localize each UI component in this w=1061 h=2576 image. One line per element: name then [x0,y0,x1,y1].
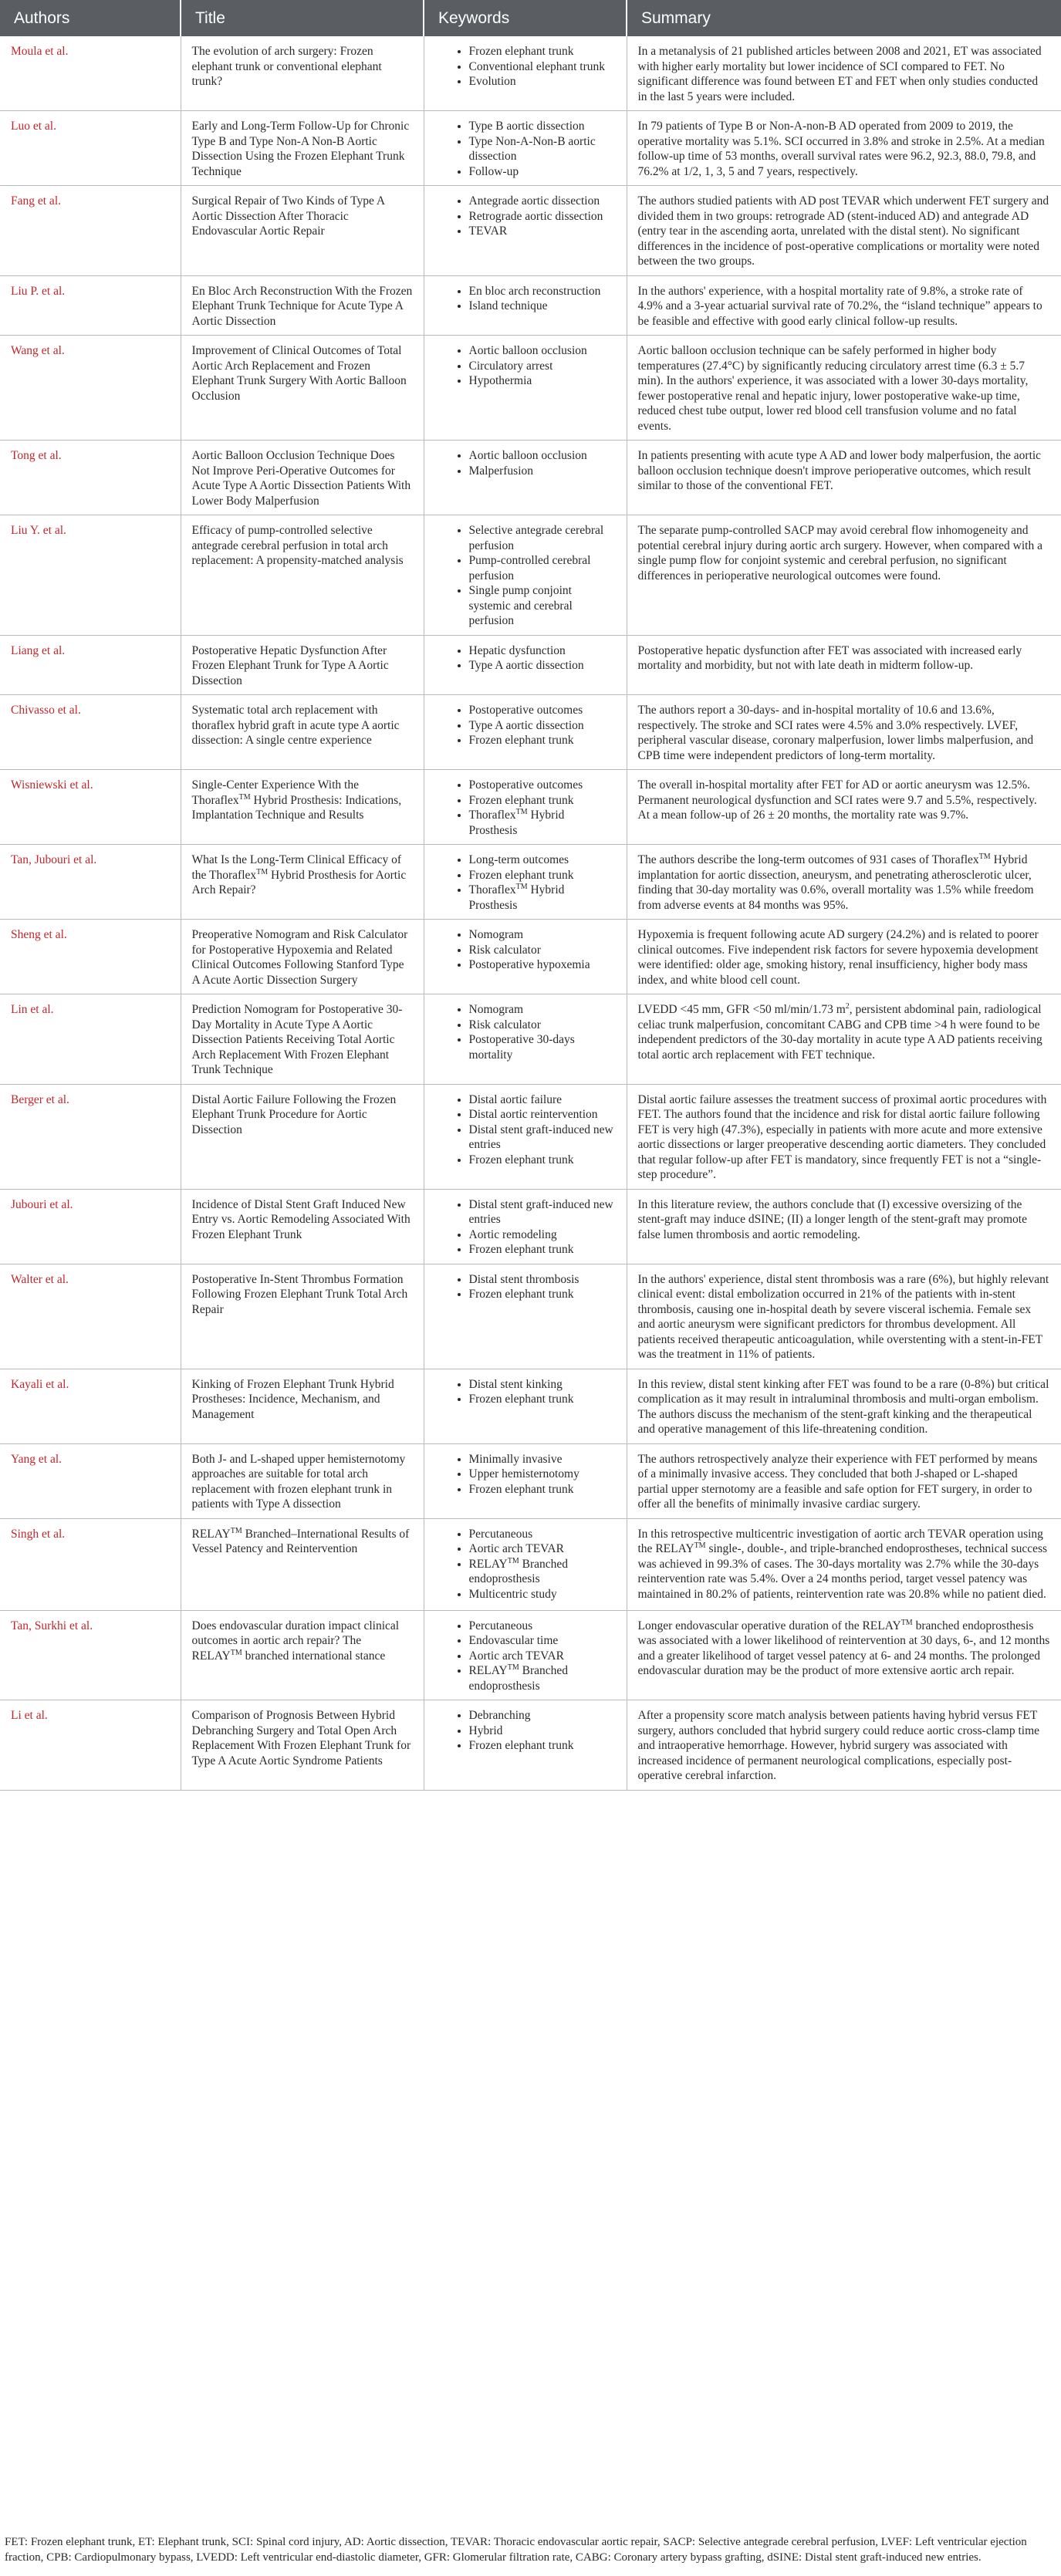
keywords-cell [424,1518,627,1610]
keywords-cell [424,1084,627,1189]
keyword-list [435,343,616,389]
table-row [0,1369,1061,1443]
keyword-item: • Selective antegrade cerebral perfusion [469,523,616,553]
keyword-item: • Frozen elephant trunk [469,868,616,883]
keyword-item: • Postoperative outcomes [469,703,616,718]
table-row [0,515,1061,636]
keyword-list [435,194,616,239]
keyword-item: • Retrograde aortic dissection [469,209,616,225]
author-cell[interactable]: Yang et al. [0,1443,181,1518]
title-cell: Preoperative Nomogram and Risk Calculator for Postoperative Hypoxemia and Related Clinical Outcomes Following Stanford Type A Acute Aortic Dissection Surgery [181,920,424,994]
keywords-cell [424,111,627,186]
summary-cell: In 79 patients of Type B or Non-A-non-B AD operated from 2009 to 2019, the operative mortality was 5.1%. SCI occurred in 3.8% and stroke in 2.5%. At a median follow-up time of 53 months, overall survival rates were 96.2, 92.3, 88.0, 79.8, and 76.2% at 1/2, 1, 3, 5 and 7 years, respectively. [627,111,1061,186]
title-cell: Systematic total arch replacement with thoraflex hybrid graft in acute type A aortic dissection: A single centre experience [181,695,424,770]
keyword-item: • En bloc arch reconstruction [469,284,616,299]
table-header [0,0,1061,36]
keyword-item: • Multicentric study [469,1587,616,1602]
table-body [0,36,1061,1790]
title-cell: Surgical Repair of Two Kinds of Type A Aortic Dissection After Thoracic Endovascular Aortic Repair [181,186,424,276]
summary-cell: The authors retrospectively analyze their experience with FET performed by means of a minimally invasive access. They concluded that both J-shaped or L-shaped partial upper sternotomy are a feasible and safe option for FET surgery, in order to offer all the benefits of minimally invasive cardiac surgery. [627,1443,1061,1518]
author-cell[interactable]: Tan, Jubouri et al. [0,845,181,920]
table-row [0,36,1061,111]
keywords-cell [424,36,627,111]
title-cell: Incidence of Distal Stent Graft Induced New Entry vs. Aortic Remodeling Associated With Frozen Elephant Trunk [181,1189,424,1264]
author-cell[interactable]: Walter et al. [0,1264,181,1369]
author-cell[interactable]: Liu Y. et al. [0,515,181,636]
keyword-list [435,119,616,179]
keyword-item: • Island technique [469,299,616,314]
summary-cell: The authors studied patients with AD post TEVAR which underwent FET surgery and divided them in two groups: retrograde AD (stent-induced AD) and antegrade AD (entry tear in the ascending aorta, unrelated with the distal stent). No significant differences in the incidence of post-operative complications or mortality were noted between the two groups. [627,186,1061,276]
author-cell[interactable]: Berger et al. [0,1084,181,1189]
keyword-list [435,284,616,314]
keyword-item: • Aortic balloon occlusion [469,448,616,464]
keywords-cell [424,275,627,336]
author-cell[interactable]: Wang et al. [0,336,181,441]
keyword-list [435,523,616,629]
author-cell[interactable]: Lin et al. [0,994,181,1085]
keyword-list [435,1452,616,1497]
keyword-item: • Frozen elephant trunk [469,793,616,809]
keywords-cell [424,336,627,441]
keyword-item: • Debranching [469,1708,616,1724]
keyword-item: • Distal aortic reintervention [469,1107,616,1123]
author-cell[interactable]: Liang et al. [0,635,181,695]
table-row [0,845,1061,920]
author-cell[interactable]: Liu P. et al. [0,275,181,336]
keyword-item: • Thoraflex™ Hybrid Prosthesis [469,808,616,838]
author-cell[interactable]: Li et al. [0,1700,181,1791]
keyword-item: • Frozen elephant trunk [469,1153,616,1168]
author-cell[interactable]: Moula et al. [0,36,181,111]
title-cell: Postoperative In-Stent Thrombus Formation Following Frozen Elephant Trunk Total Arch Repair [181,1264,424,1369]
author-cell[interactable]: Kayali et al. [0,1369,181,1443]
keyword-item: • Aortic arch TEVAR [469,1541,616,1557]
keywords-cell [424,920,627,994]
keywords-cell [424,635,627,695]
keyword-item: • Risk calculator [469,943,616,958]
keywords-cell [424,994,627,1085]
keywords-cell [424,186,627,276]
keyword-item: • Postoperative 30-days mortality [469,1032,616,1062]
title-cell: En Bloc Arch Reconstruction With the Frozen Elephant Trunk Technique for Acute Type A Aortic Dissection [181,275,424,336]
keywords-cell [424,695,627,770]
keyword-list [435,778,616,838]
summary-cell: In this literature review, the authors conclude that (I) excessive oversizing of the stent-graft may induce dSINE; (II) a longer length of the stent-graft may promote false lumen thrombosis and aortic remodeling. [627,1189,1061,1264]
summary-cell: Distal aortic failure assesses the treatment success of proximal aortic procedures with FET. The authors found that the incidence and risk for distal aortic failure following FET is very high (47.3%), especially in patients with more acute and more extensive aortic dissections or larger preoperative descending aortic diameters. They concluded that regular follow-up after FET is mandatory, since frequently FET is not a “single-step procedure”. [627,1084,1061,1189]
keyword-item: • Long-term outcomes [469,852,616,868]
title-cell: Early and Long-Term Follow-Up for Chronic Type B and Type Non-A Non-B Aortic Dissection Using the Frozen Elephant Trunk Technique [181,111,424,186]
summary-cell: In the authors' experience, with a hospital mortality rate of 9.8%, a stroke rate of 4.9% and a 3-year actuarial survival rate of 70.2%, the “island technique” appears to be feasible and effective with good early clinical follow-up results. [627,275,1061,336]
keyword-item: • Frozen elephant trunk [469,1482,616,1497]
keyword-item: • Percutaneous [469,1619,616,1634]
keyword-item: • Upper hemisternotomy [469,1467,616,1482]
summary-cell: The overall in-hospital mortality after FET for AD or aortic aneurysm was 12.5%. Permanent neurological dysfunction and SCI rates were 9.7 and 5.5%, respectively. At a mean follow-up of 26 ± 20 months, the mortality rate was 9.7%. [627,770,1061,845]
header-authors: Authors [0,0,181,36]
table-row [0,1443,1061,1518]
keyword-item: • Malperfusion [469,464,616,479]
author-cell[interactable]: Jubouri et al. [0,1189,181,1264]
title-cell: What Is the Long-Term Clinical Efficacy of the Thoraflex™ Hybrid Prosthesis for Aortic Arch Repair? [181,845,424,920]
keyword-item: • Distal aortic failure [469,1092,616,1108]
title-cell: Distal Aortic Failure Following the Frozen Elephant Trunk Procedure for Aortic Dissection [181,1084,424,1189]
author-cell[interactable]: Tan, Surkhi et al. [0,1610,181,1700]
table-row [0,441,1061,515]
author-cell[interactable]: Singh et al. [0,1518,181,1610]
keyword-item: • Follow-up [469,164,616,180]
summary-cell: LVEDD <45 mm, GFR <50 ml/min/1.73 $m^2$, persistent abdominal pain, radiological celiac trunk malperfusion, concomitant CABG and CPB time >4 h were found to be independent predictors of the 30-day mortality in acute type A AD patients receiving total aortic arch replacement with FET technique. [627,994,1061,1085]
keyword-item: • Frozen elephant trunk [469,1242,616,1258]
keyword-item: • Conventional elephant trunk [469,59,616,75]
keyword-item: • Nomogram [469,927,616,943]
table-row [0,695,1061,770]
author-cell[interactable]: Sheng et al. [0,920,181,994]
keyword-item: • Distal stent graft-induced new entries [469,1123,616,1153]
table-row [0,1084,1061,1189]
table-row [0,635,1061,695]
summary-cell: The separate pump-controlled SACP may avoid cerebral flow inhomogeneity and potential cerebral injury during aortic arch surgery. However, when compared with a single pump flow for conjoint systemic and cerebral perfusion, no significant differences in perioperative neurological outcomes were found. [627,515,1061,636]
keyword-item: • Risk calculator [469,1018,616,1033]
summary-cell: The authors describe the long-term outcomes of 931 cases of Thoraflex™ Hybrid implantation for aortic dissection, aneurysm, and penetrating atherosclerotic ulcer, finding that 30-day mortality was 0.6%, overall mortality was 1.5% while freedom from adverse events at 84 months was 95%. [627,845,1061,920]
keyword-item: • Type Non-A-Non-B aortic dissection [469,134,616,164]
keyword-item: • TEVAR [469,224,616,239]
keyword-item: • Type A aortic dissection [469,718,616,734]
keywords-cell [424,1369,627,1443]
summary-cell: In a metanalysis of 21 published articles between 2008 and 2021, ET was associated with higher early mortality but lower incidence of SCI compared to FET. No significant difference was found between ET and FET when only studies conducted in the last 5 years were included. [627,36,1061,111]
keyword-item: • Aortic balloon occlusion [469,343,616,359]
title-cell: RELAY™ Branched–International Results of Vessel Patency and Reintervention [181,1518,424,1610]
title-cell: Does endovascular duration impact clinical outcomes in aortic arch repair? The RELAY™ branched international stance [181,1610,424,1700]
author-cell[interactable]: Wisniewski et al. [0,770,181,845]
keywords-cell [424,770,627,845]
author-cell[interactable]: Tong et al. [0,441,181,515]
summary-cell: Postoperative hepatic dysfunction after FET was associated with increased early mortality and morbidity, but not with late death in midterm follow-up. [627,635,1061,695]
table-row [0,920,1061,994]
keyword-item: • Distal stent graft-induced new entries [469,1197,616,1227]
keywords-cell [424,1443,627,1518]
keyword-list [435,927,616,973]
table-row [0,1264,1061,1369]
keywords-cell [424,515,627,636]
keyword-item: • Evolution [469,74,616,89]
keyword-item: • Minimally invasive [469,1452,616,1467]
keyword-item: • Type A aortic dissection [469,658,616,674]
keyword-item: • Postoperative outcomes [469,778,616,793]
title-cell: Both J- and L-shaped upper hemisternotomy approaches are suitable for total arch replacement with frozen elephant trunk in patients with Type A dissection [181,1443,424,1518]
header-row [0,0,1061,36]
keyword-item: • Nomogram [469,1002,616,1018]
summary-cell: In this retrospective multicentric investigation of aortic arch TEVAR operation using the RELAY™ single-, double-, and triple-branched endoprostheses, technical success was achieved in 99.3% of cases. The 30-days mortality was 2.7% while the 30-days reintervention rate was 5.4%. Over a 24 months period, target vessel patency was maintained in 80.2% of patients, reintervention rate was 20.8% while no patient died. [627,1518,1061,1610]
table-row [0,770,1061,845]
keyword-list [435,448,616,478]
table-row [0,111,1061,186]
title-cell: The evolution of arch surgery: Frozen elephant trunk or conventional elephant trunk? [181,36,424,111]
table-row [0,1700,1061,1791]
table-row [0,275,1061,336]
summary-cell: In the authors' experience, distal stent thrombosis was a rare (6%), but highly relevant clinical event: distal embolization occurred in 21% of the patients with in-stent thrombosis, causing one in-hospital death by severe visceral ischemia. Female sex and aortic aneurysm were significant predictors for thrombus development. All patients received therapeutic anticoagulation, while overstenting with a stent-in-FET was the treatment in 11% of patients. [627,1264,1061,1369]
title-cell: Efficacy of pump-controlled selective antegrade cerebral perfusion in total arch replacement: A propensity-matched analysis [181,515,424,636]
author-cell[interactable]: Fang et al. [0,186,181,276]
title-cell: Comparison of Prognosis Between Hybrid Debranching Surgery and Total Open Arch Replacement With Frozen Elephant Trunk for Type A Acute Aortic Syndrome Patients [181,1700,424,1791]
keyword-list [435,643,616,674]
keyword-item: • Thoraflex™ Hybrid Prosthesis [469,883,616,913]
keywords-cell [424,845,627,920]
keyword-item: • Percutaneous [469,1527,616,1542]
header-title: Title [181,0,424,36]
keyword-item: • Endovascular time [469,1633,616,1649]
header-summary: Summary [627,0,1061,36]
summary-cell: The authors report a 30-days- and in-hospital mortality of 10.6 and 13.6%, respectively. The stroke and SCI rates were 4.5% and 3.0% respectively. LVEF, peripheral vascular disease, coronary malperfusion, lower limbs malperfusion, and CPB time were independent predictors of long-term mortality. [627,695,1061,770]
title-cell: Aortic Balloon Occlusion Technique Does Not Improve Peri-Operative Outcomes for Acute Type A Aortic Dissection Patients With Lower Body Malperfusion [181,441,424,515]
table-row [0,186,1061,276]
keywords-cell [424,1610,627,1700]
author-cell[interactable]: Chivasso et al. [0,695,181,770]
keyword-item: • Frozen elephant trunk [469,44,616,59]
keyword-list [435,44,616,89]
keyword-list [435,1272,616,1302]
keyword-list [435,1377,616,1407]
keyword-item: • Single pump conjoint systemic and cerebral perfusion [469,583,616,629]
keywords-cell [424,1700,627,1791]
summary-cell: In patients presenting with acute type A AD and lower body malperfusion, the aortic balloon occlusion technique doesn't improve perioperative outcomes, which result similar to those of the conventional FET. [627,441,1061,515]
title-cell: Postoperative Hepatic Dysfunction After Frozen Elephant Trunk for Type A Aortic Dissection [181,635,424,695]
keyword-list [435,703,616,748]
title-cell: Prediction Nomogram for Postoperative 30-Day Mortality in Acute Type A Aortic Dissection Patients Receiving Total Aortic Arch Replacement With Frozen Elephant Trunk Technique [181,994,424,1085]
keywords-cell [424,1264,627,1369]
keyword-item: • Type B aortic dissection [469,119,616,134]
keyword-item: • Frozen elephant trunk [469,1287,616,1302]
keyword-item: • Aortic remodeling [469,1227,616,1243]
keyword-list [435,1708,616,1754]
keyword-item: • Antegrade aortic dissection [469,194,616,209]
summary-cell: In this review, distal stent kinking after FET was found to be a rare (0-8%) but critical complication as it may result in intraluminal thrombosis and multi-organ embolism. The authors discuss the mechanism of the stent-graft kinking and the therapeutical and operative management of this life-threatening condition. [627,1369,1061,1443]
keyword-item: • Postoperative hypoxemia [469,957,616,973]
author-cell[interactable]: Luo et al. [0,111,181,186]
keyword-list [435,852,616,913]
summary-cell: Aortic balloon occlusion technique can be safely performed in higher body temperatures (27.4°C) by significantly reducing circulatory arrest time (6.3 ± 5.7 min). In the authors' experience, it was associated with a lower 30-days mortality, fewer postoperative renal and hepatic injury, lower postoperative wake-up time, reduced chest tube output, lower red blood cell transfusion volume and no fatal events. [627,336,1061,441]
header-keywords: Keywords [424,0,627,36]
keyword-item: • Frozen elephant trunk [469,1392,616,1407]
table-row [0,1189,1061,1264]
title-cell: Kinking of Frozen Elephant Trunk Hybrid Prostheses: Incidence, Mechanism, and Management [181,1369,424,1443]
keywords-cell [424,441,627,515]
table-row [0,1610,1061,1700]
keyword-list [435,1002,616,1062]
keyword-item: • Circulatory arrest [469,359,616,374]
keyword-item: • RELAY™ Branched endoprosthesis [469,1557,616,1587]
keyword-item: • Frozen elephant trunk [469,733,616,748]
keyword-list [435,1197,616,1258]
table-row [0,1518,1061,1610]
keyword-item: • RELAY™ Branched endoprosthesis [469,1663,616,1693]
table-footnote: FET: Frozen elephant trunk, ET: Elephant trunk, SCI: Spinal cord injury, AD: Aortic dissection, TEVAR: Thoracic endovascular aortic repair, SACP: Selective antegrade cerebral perfusion, LVEF: Left ventricular ejection fraction, CPB: Cardiopulmonary bypass, LVEDD: Left ventricular end-diastolic diameter, GFR: Glomerular filtration rate, CABG: Coronary artery bypass grafting, dSINE: Distal stent graft-induced new entries. [5,2536,1027,2564]
keyword-item: • Hybrid [469,1724,616,1739]
keyword-list [435,1092,616,1168]
keyword-item: • Distal stent thrombosis [469,1272,616,1288]
keyword-list [435,1619,616,1694]
summary-cell: Longer endovascular operative duration of the RELAY™ branched endoprosthesis was associated with a lower likelihood of reintervention at 30 days, 6-, and 12 months and a greater likelihood of target vessel patency at 6- and 24 months. The prolonged endovascular duration may be the product of more extensive aortic arch repair. [627,1610,1061,1700]
keyword-list [435,1527,616,1602]
title-cell: Single-Center Experience With the Thoraflex™ Hybrid Prosthesis: Indications, Implantation Technique and Results [181,770,424,845]
title-cell: Improvement of Clinical Outcomes of Total Aortic Arch Replacement and Frozen Elephant Trunk Surgery With Aortic Balloon Occlusion [181,336,424,441]
keyword-item: • Pump-controlled cerebral perfusion [469,553,616,583]
keyword-item: • Aortic arch TEVAR [469,1649,616,1664]
summary-cell: Hypoxemia is frequent following acute AD surgery (24.2%) and is related to poorer clinical outcomes. Five independent risk factors for severe hypoxemia development were identified: older age, smoking history, renal insufficiency, higher body mass index, and white blood cell count. [627,920,1061,994]
summary-cell: After a propensity score match analysis between patients having hybrid versus FET surgery, authors concluded that hybrid surgery could reduce aortic cross-clamp time and intraoperative hemorrhage. However, hybrid surgery was associated with increased incidence of permanent neurological complications, especially post-operative cerebral infarction. [627,1700,1061,1791]
keyword-item: • Distal stent kinking [469,1377,616,1393]
table-row [0,336,1061,441]
table-row [0,994,1061,1085]
keyword-item: • Frozen elephant trunk [469,1738,616,1754]
keyword-item: • Hepatic dysfunction [469,643,616,659]
keywords-cell [424,1189,627,1264]
keyword-item: • Hypothermia [469,373,616,389]
